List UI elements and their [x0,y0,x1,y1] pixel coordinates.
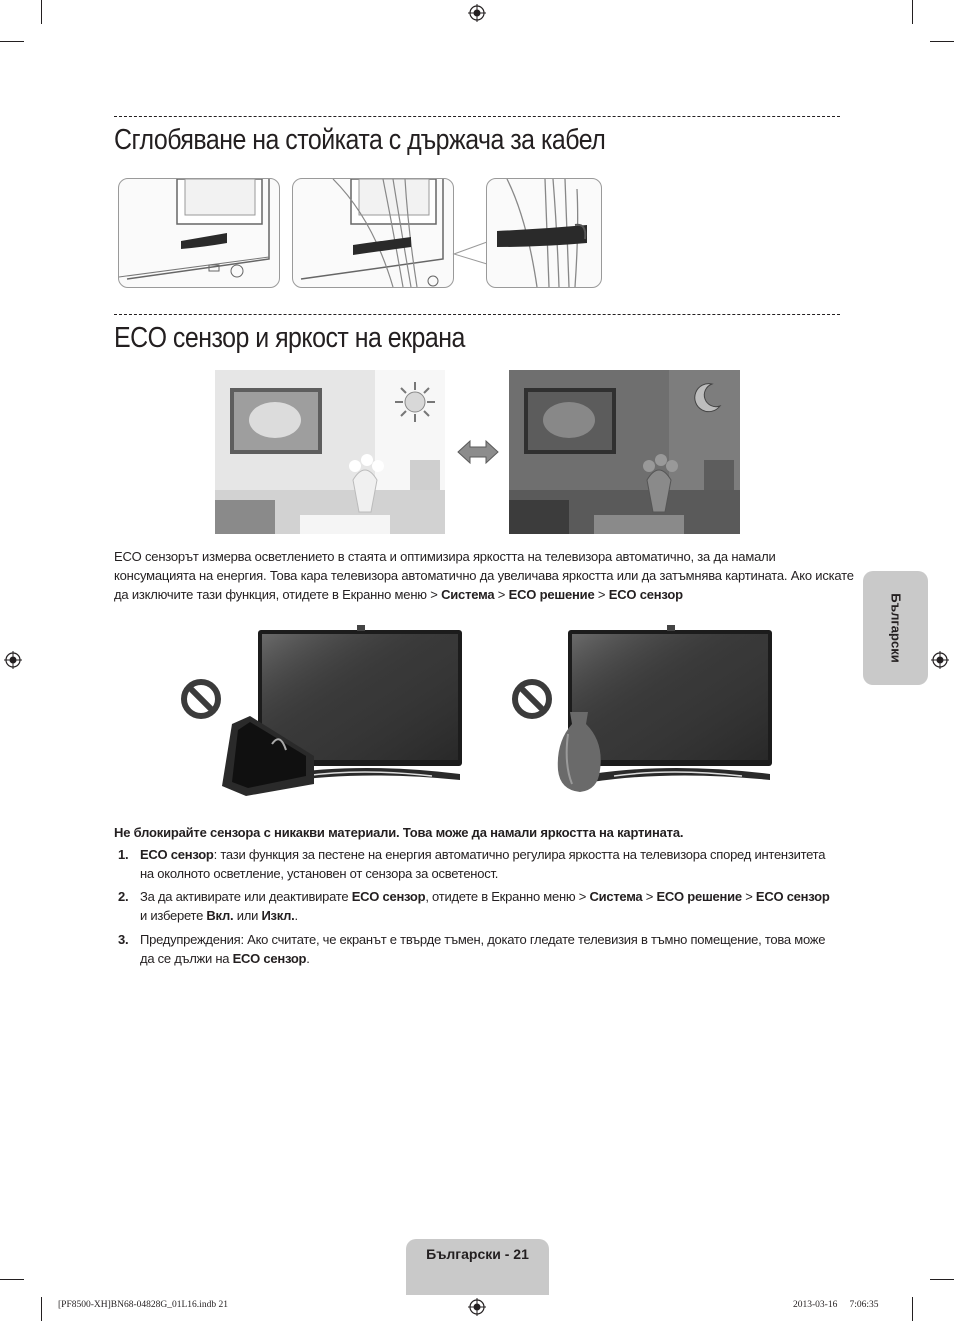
cable-holder-detail-illustration [486,178,602,288]
list-number: 2. [118,889,129,904]
double-arrow-icon [456,439,500,465]
list-item [114,887,838,925]
option-on: Вкл. [206,908,234,923]
page-number-tab [406,1239,549,1295]
text: и изберете [140,908,207,923]
menu-path-eco-solution: ECO решение [508,587,595,602]
moon-icon [688,380,724,416]
crop-mark [41,1297,42,1321]
menu-path-eco-sensor: ECO сензор [755,889,830,904]
text: . [294,908,298,923]
crop-mark [930,1279,954,1280]
section-rule [114,314,840,315]
crop-mark [912,0,913,24]
menu-path-system: Система [589,889,643,904]
menu-separator: > [642,889,657,904]
crop-mark [0,1279,24,1280]
crop-mark [41,0,42,24]
term: ECO сензор [232,951,307,966]
crop-mark [912,1297,913,1321]
menu-path-eco-sensor: ECO сензор [608,587,683,602]
term: ECO сензор [140,847,214,862]
list-item [114,845,838,883]
prohibited-icon [511,678,553,720]
cable-holder-step-2-illustration [292,178,454,288]
language-side-tab-label: Български [888,593,903,663]
tv-blocked-by-vase-illustration [552,624,774,794]
list-text [140,845,838,883]
text: , отидете в Екранно меню > [425,889,590,904]
registration-mark-icon [468,1298,486,1316]
page-number-label: Български - 21 [426,1246,529,1262]
registration-mark-icon [931,651,949,669]
file-slug-right: 2013-03-16   7:06:35 [793,1300,879,1310]
menu-separator: > [494,587,509,602]
list-item [114,930,838,968]
intro-text: ECO сензорът измерва осветлението в стаята и оптимизира яркостта на телевизора автоматично, за да намали консумацията на енергия. Това кара телевизора автоматично да увеличава яркостта или да затъмнява картината. Ако искате да изключите тази функция, отидете в Екранно меню > [114,549,854,602]
text: . [306,951,310,966]
warning-note: Не блокирайте сензора с никакви материали. Това може да намали яркостта на картината. [114,825,684,840]
list-number: 3. [118,932,129,947]
crop-mark [930,41,954,42]
section-title-cable-holder: Сглобяване на стойката с държача за кабел [114,124,606,156]
menu-path-system: Система [441,587,495,602]
text: За да активирате или деактивирате [140,889,352,904]
menu-separator: > [594,587,609,602]
option-off: Изкл. [261,908,295,923]
term: ECO сензор [351,889,426,904]
intro-paragraph [114,547,854,604]
callout-pointer [452,240,488,266]
menu-path-eco-solution: ECO решение [656,889,742,904]
tv-blocked-by-frame-illustration [222,624,464,802]
list-text [140,930,838,968]
registration-mark-icon [468,4,486,22]
registration-mark-icon [4,651,22,669]
cable-holder-step-1-illustration [118,178,280,288]
menu-separator: > [741,889,756,904]
text: Предупреждения: Ако считате, че екранът е твърде тъмен, докато гледате телевизия в тъмно помещение, това може да се дължи на [140,932,826,966]
file-slug-left: [PF8500-XH]BN68-04828G_01L16.indb 21 [58,1300,228,1310]
list-number: 1. [118,847,129,862]
description: : тази функция за пестене на енергия автоматично регулира яркостта на телевизора според интензитета на околното осветление, установен от сензора за осветеност. [140,847,826,881]
section-rule [114,116,840,117]
crop-mark [0,41,24,42]
sun-icon [393,380,437,424]
language-side-tab [863,571,928,685]
prohibited-icon [180,678,222,720]
list-text [140,887,838,925]
text: или [233,908,262,923]
section-title-eco-sensor: ECO сензор и яркост на екрана [114,322,465,354]
